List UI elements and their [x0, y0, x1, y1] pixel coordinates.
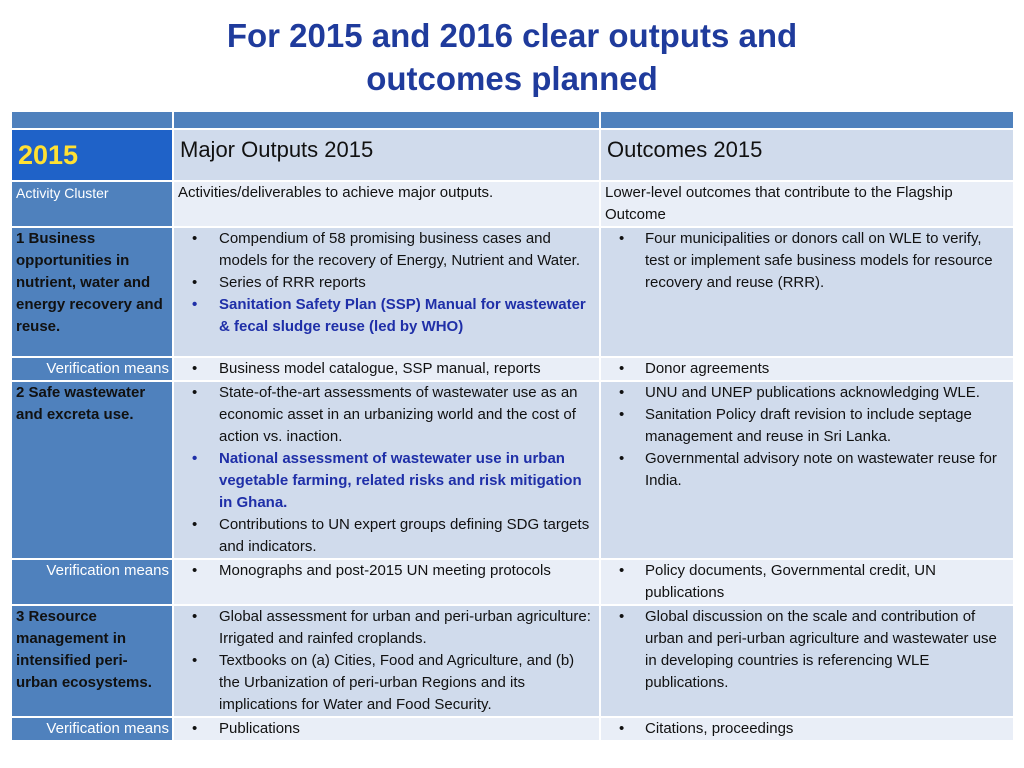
table-row [11, 381, 1014, 559]
outputs-cell [173, 227, 600, 357]
list-item: • Four municipalities or donors call on WLE to verify, test or implement safe business models for resource recovery and reuse (RRR). [605, 228, 1009, 294]
verification-outputs [173, 559, 600, 605]
list-item: • Global discussion on the scale and contribution of urban and peri-urban agriculture and wastewater use in developing countries is referencing WLE publications. [605, 606, 1009, 694]
list-item: • Series of RRR reports [178, 272, 595, 294]
list-item: • Contributions to UN expert groups defining SDG targets and indicators. [178, 514, 595, 558]
list-item: • Publications [178, 718, 595, 740]
outputs-cell [173, 605, 600, 717]
outputs-cell [173, 381, 600, 559]
verification-outcomes [600, 357, 1014, 381]
header-strip-cell [600, 111, 1014, 129]
verification-label: Verification means [11, 717, 173, 741]
verification-label: Verification means [11, 357, 173, 381]
activity-cluster-row [11, 181, 1014, 227]
verification-row [11, 357, 1014, 381]
list-item: • Business model catalogue, SSP manual, reports [178, 358, 595, 380]
table-row [11, 227, 1014, 357]
verification-label: Verification means [11, 559, 173, 605]
outcomes-column-header: Outcomes 2015 [600, 129, 1014, 181]
list-item: • Governmental advisory note on wastewater reuse for India. [605, 448, 1009, 492]
outputs-column-header: Major Outputs 2015 [173, 129, 600, 181]
header-strip-cell [173, 111, 600, 129]
list-item: • National assessment of wastewater use in urban vegetable farming, related risks and risk mitigation in Ghana. [178, 448, 595, 514]
list-item: • Citations, proceedings [605, 718, 1009, 740]
verification-row [11, 717, 1014, 741]
list-item: • Policy documents, Governmental credit, UN publications [605, 560, 1009, 604]
header-strip-cell [11, 111, 173, 129]
activity-cluster-outputs: Activities/deliverables to achieve major outputs. [173, 181, 600, 227]
list-item: • Compendium of 58 promising business cases and models for the recovery of Energy, Nutrient and Water. [178, 228, 595, 272]
cluster-label: 3 Resource management in intensified peri-urban ecosystems. [11, 605, 173, 717]
outcomes-cell [600, 605, 1014, 717]
list-item: • Sanitation Safety Plan (SSP) Manual for wastewater & fecal sludge reuse (led by WHO) [178, 294, 595, 338]
slide-title-line-1: For 2015 and 2016 clear outputs and [226, 17, 798, 54]
slide-title-line-2: outcomes planned [366, 60, 658, 97]
outcomes-cell [600, 227, 1014, 357]
verification-outcomes [600, 717, 1014, 741]
verification-outputs [173, 357, 600, 381]
verification-outcomes [600, 559, 1014, 605]
list-item: • Sanitation Policy draft revision to include septage management and reuse in Sri Lanka. [605, 404, 1009, 448]
list-item: • Textbooks on (a) Cities, Food and Agriculture, and (b) the Urbanization of peri-urban Regions and its implications for Water and Food Security. [178, 650, 595, 716]
year-cell: 2015 [11, 129, 173, 181]
list-item: • Global assessment for urban and peri-urban agriculture: Irrigated and rainfed croplands. [178, 606, 595, 650]
list-item: • UNU and UNEP publications acknowledging WLE. [605, 382, 1009, 404]
verification-row [11, 559, 1014, 605]
cluster-label: 1 Business opportunities in nutrient, water and energy recovery and reuse. [11, 227, 173, 357]
slide-title [0, 14, 1024, 100]
table-row [11, 605, 1014, 717]
list-item: • State-of-the-art assessments of wastewater use as an economic asset in an urbanizing world and the cost of action vs. inaction. [178, 382, 595, 448]
table-header-row [11, 129, 1014, 181]
outputs-outcomes-table [10, 110, 1015, 742]
verification-outputs [173, 717, 600, 741]
activity-cluster-outcomes: Lower-level outcomes that contribute to the Flagship Outcome [600, 181, 1014, 227]
outcomes-cell [600, 381, 1014, 559]
list-item: • Monographs and post-2015 UN meeting protocols [178, 560, 595, 582]
activity-cluster-label: Activity Cluster [11, 181, 173, 227]
header-strip [11, 111, 1014, 129]
list-item: • Donor agreements [605, 358, 1009, 380]
cluster-label: 2 Safe wastewater and excreta use. [11, 381, 173, 559]
